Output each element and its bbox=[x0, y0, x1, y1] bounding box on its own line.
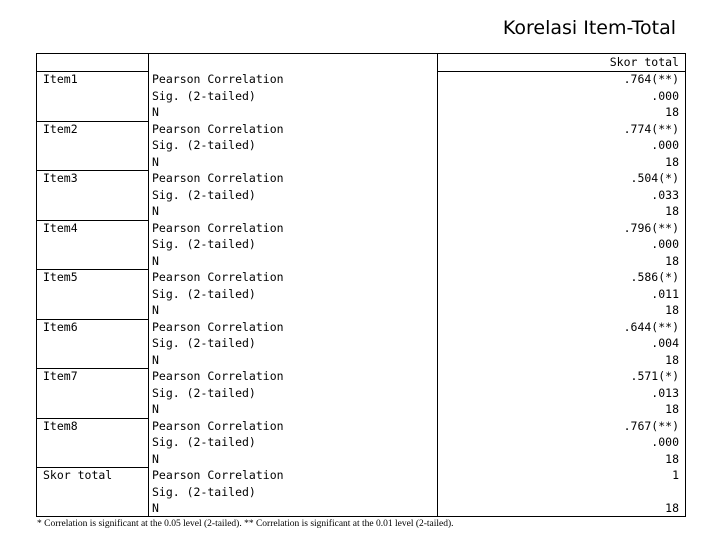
value-sig: .000 bbox=[651, 138, 679, 152]
row-item-label: Item3 bbox=[43, 171, 78, 185]
value-n: 18 bbox=[665, 105, 679, 119]
slide-title: Korelasi Item-Total bbox=[502, 17, 676, 39]
value-sig: .000 bbox=[651, 88, 679, 103]
value-sig: .011 bbox=[651, 286, 679, 301]
stat-label: Pearson Correlation bbox=[152, 121, 284, 136]
value-sig: .000 bbox=[651, 237, 679, 251]
column-divider bbox=[437, 54, 438, 516]
value-n: 18 bbox=[665, 204, 679, 218]
value-n: 18 bbox=[665, 451, 679, 466]
stat-label: N bbox=[152, 451, 159, 466]
row-item-label: Item1 bbox=[43, 72, 78, 86]
stat-label: Sig. (2-tailed) bbox=[152, 237, 256, 251]
row-item-label: Item2 bbox=[43, 121, 78, 136]
row-item-label: Item6 bbox=[43, 319, 78, 334]
value-r: .504(*) bbox=[630, 171, 679, 185]
row-item-label: Item4 bbox=[43, 220, 78, 235]
row-item-label: Item8 bbox=[43, 418, 78, 433]
value-r: .571(*) bbox=[630, 369, 679, 383]
stat-label: Sig. (2-tailed) bbox=[152, 138, 256, 152]
stat-label: N bbox=[152, 204, 159, 218]
value-r: .767(**) bbox=[623, 418, 679, 433]
row-item-label: Skor total bbox=[43, 468, 113, 482]
stat-label: N bbox=[152, 253, 159, 268]
header-skor-total: Skor total bbox=[609, 55, 679, 69]
row-item-label: Item7 bbox=[43, 369, 78, 383]
stat-label: Pearson Correlation bbox=[152, 220, 284, 235]
value-n: 18 bbox=[665, 154, 679, 169]
value-sig: .000 bbox=[651, 435, 679, 449]
value-n: 18 bbox=[665, 402, 679, 416]
stat-label: Pearson Correlation bbox=[152, 369, 284, 383]
stat-label: Sig. (2-tailed) bbox=[152, 88, 256, 103]
stat-label: Pearson Correlation bbox=[152, 270, 284, 284]
row-item-label: Item5 bbox=[43, 270, 78, 284]
value-n: 18 bbox=[665, 352, 679, 367]
stat-label: N bbox=[152, 154, 159, 169]
value-sig: .013 bbox=[651, 385, 679, 400]
value-sig: .004 bbox=[651, 336, 679, 350]
value-n: 18 bbox=[665, 501, 679, 515]
stat-label: Pearson Correlation bbox=[152, 418, 284, 433]
stat-label: N bbox=[152, 402, 159, 416]
stat-label: Pearson Correlation bbox=[152, 319, 284, 334]
stat-label: N bbox=[152, 105, 159, 119]
stat-label: N bbox=[152, 352, 159, 367]
value-n: 18 bbox=[665, 253, 679, 268]
column-divider bbox=[148, 54, 149, 516]
stat-label: N bbox=[152, 501, 159, 515]
stat-label: Sig. (2-tailed) bbox=[152, 435, 256, 449]
footnote: * Correlation is significant at the 0.05 level (2-tailed). ** Correlation is significant at the 0.01 level (2-tailed). bbox=[37, 519, 454, 529]
value-r: .586(*) bbox=[630, 270, 679, 284]
stat-label: Sig. (2-tailed) bbox=[152, 286, 256, 301]
stat-label: Pearson Correlation bbox=[152, 468, 284, 482]
stat-label: Sig. (2-tailed) bbox=[152, 187, 256, 202]
value-sig: .033 bbox=[651, 187, 679, 202]
stat-label: Pearson Correlation bbox=[152, 171, 284, 185]
stat-label: Sig. (2-tailed) bbox=[152, 385, 256, 400]
value-r: .796(**) bbox=[623, 220, 679, 235]
stat-label: Sig. (2-tailed) bbox=[152, 484, 256, 499]
value-r: .644(**) bbox=[623, 319, 679, 334]
value-r: .774(**) bbox=[623, 121, 679, 136]
value-r: .764(**) bbox=[623, 72, 679, 86]
correlation-table bbox=[36, 53, 686, 517]
stat-label: Sig. (2-tailed) bbox=[152, 336, 256, 350]
value-n: 18 bbox=[665, 303, 679, 317]
stat-label: Pearson Correlation bbox=[152, 72, 284, 86]
stat-label: N bbox=[152, 303, 159, 317]
value-r: 1 bbox=[672, 468, 679, 482]
